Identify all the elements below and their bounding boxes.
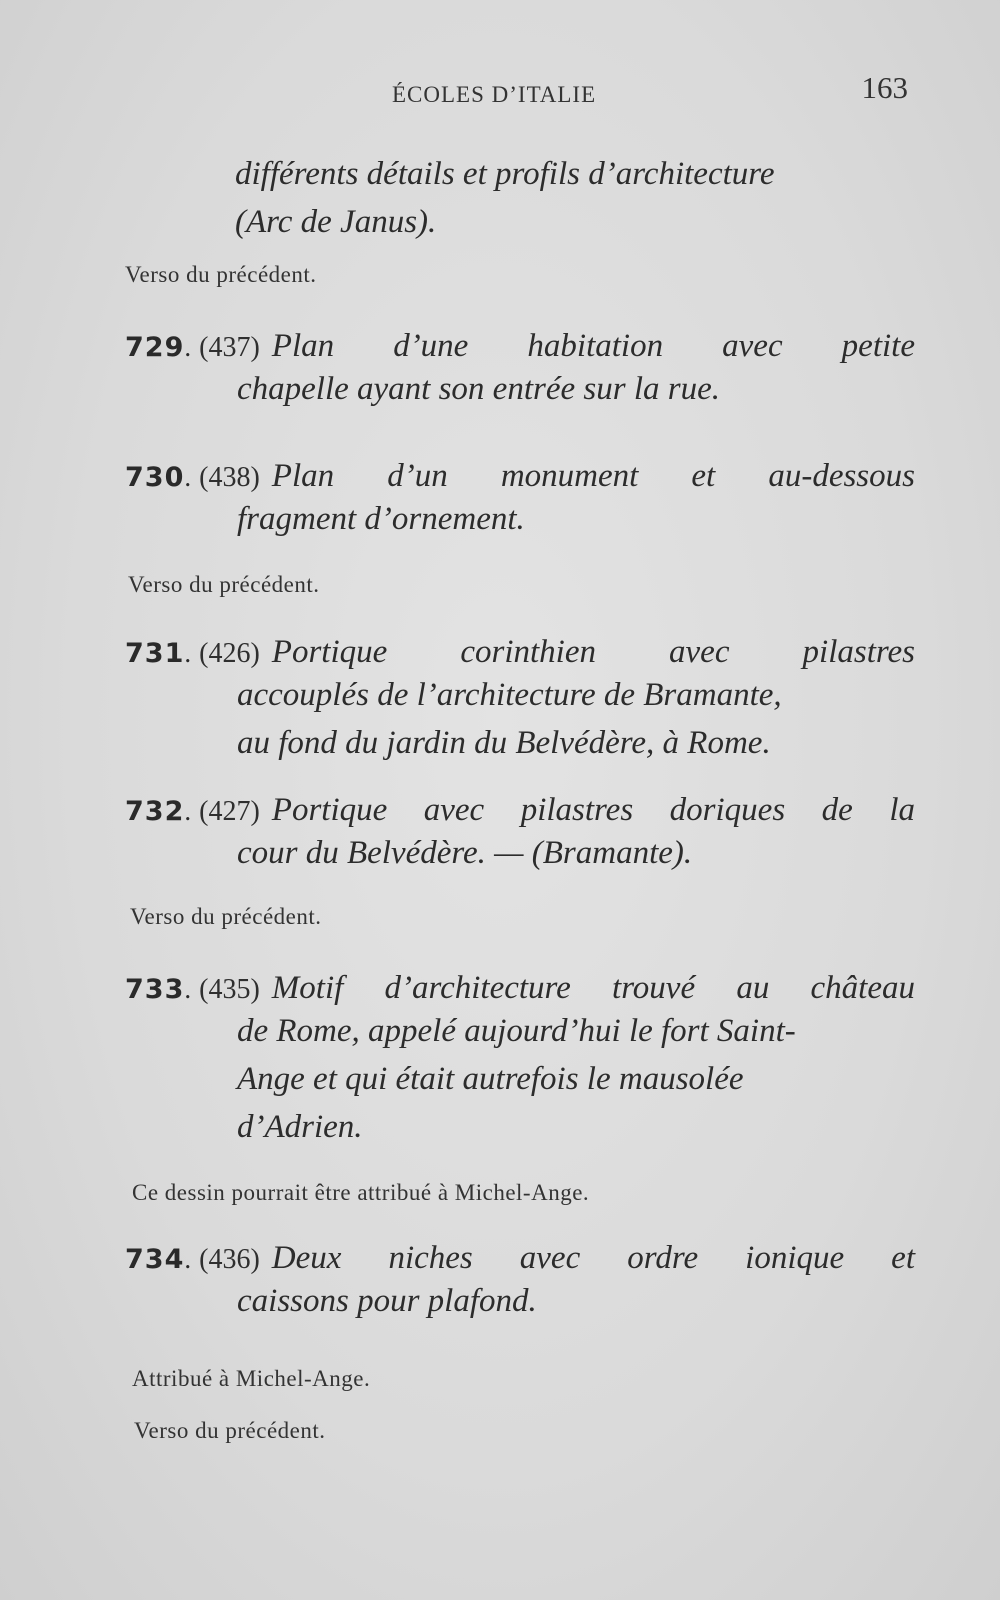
catalogue-entry: 732 . (427) Portique avec pilastres doriques de la cour du Belvédère. — (Bramante).	[125, 792, 915, 877]
entry-number: 729	[125, 332, 185, 363]
verso-note: Verso du précédent.	[128, 572, 320, 597]
catalogue-entry: 734 . (436) Deux niches avec ordre ionique et caissons pour plafond.	[125, 1240, 915, 1325]
entry-title: Plan d’une habitation avec petite	[271, 328, 915, 364]
entry-number: 733	[125, 974, 185, 1005]
verso-note: Verso du précédent.	[130, 904, 322, 929]
entry-title-continued: chapelle ayant son entrée sur la rue.	[237, 371, 720, 407]
catalogue-entry: 730 . (438) Plan d’un monument et au-dessous fragment d’ornement.	[125, 458, 915, 543]
entry-reference: (436)	[199, 1244, 260, 1275]
entry-title-continued: accouplés de l’architecture de Bramante,	[237, 677, 782, 713]
entry-title: Portique avec pilastres doriques de la	[271, 792, 915, 828]
attribution-note: Ce dessin pourrait être attribué à Michel-Ange.	[132, 1180, 590, 1205]
entry-reference: (435)	[199, 974, 260, 1005]
running-head: ÉCOLES D’ITALIE	[392, 82, 597, 107]
entry-title-continued: au fond du jardin du Belvédère, à Rome.	[237, 725, 771, 761]
entry-reference: (426)	[199, 638, 260, 669]
continuation-text	[235, 150, 910, 246]
entry-title: Plan d’un monument et au-dessous	[271, 458, 915, 494]
entry-title-continued: Ange et qui était autrefois le mausolée	[237, 1061, 744, 1097]
continuation-line: (Arc de Janus).	[235, 204, 437, 240]
verso-note: Verso du précédent.	[125, 262, 317, 287]
entry-title: Portique corinthien avec pilastres	[271, 634, 915, 670]
verso-note: Verso du précédent.	[134, 1418, 326, 1443]
entry-title-continued: caissons pour plafond.	[237, 1283, 537, 1319]
entry-title: Motif d’architecture trouvé au château	[271, 970, 915, 1006]
entry-reference: (437)	[199, 332, 260, 363]
entry-title-continued: fragment d’ornement.	[237, 501, 525, 537]
entry-title-continued: d’Adrien.	[237, 1109, 363, 1145]
entry-reference: (438)	[199, 462, 260, 493]
entry-number: 731	[125, 638, 185, 669]
catalogue-entry: 731 . (426) Portique corinthien avec pilastres accouplés de l’architecture de Bramante, au fond du jardin du Belvédère, à Rome.	[125, 634, 915, 767]
attribution-note: Attribué à Michel-Ange.	[132, 1366, 371, 1391]
entry-title-continued: cour du Belvédère. — (Bramante).	[237, 835, 693, 871]
entry-reference: (427)	[199, 796, 260, 827]
entry-number: 734	[125, 1244, 185, 1275]
continuation-line: différents détails et profils d’architecture	[235, 156, 775, 192]
entry-number: 732	[125, 796, 185, 827]
entry-title: Deux niches avec ordre ionique et	[271, 1240, 915, 1276]
entry-title-continued: de Rome, appelé aujourd’hui le fort Saint-	[237, 1013, 796, 1049]
catalogue-entry: 733 . (435) Motif d’architecture trouvé au château de Rome, appelé aujourd’hui le fort Saint- Ange et qui était autrefois le mausolée d’Adrien.	[125, 970, 915, 1151]
catalogue-entry: 729 . (437) Plan d’une habitation avec petite chapelle ayant son entrée sur la rue.	[125, 328, 915, 413]
page-number: 163	[861, 70, 908, 105]
entry-number: 730	[125, 462, 185, 493]
